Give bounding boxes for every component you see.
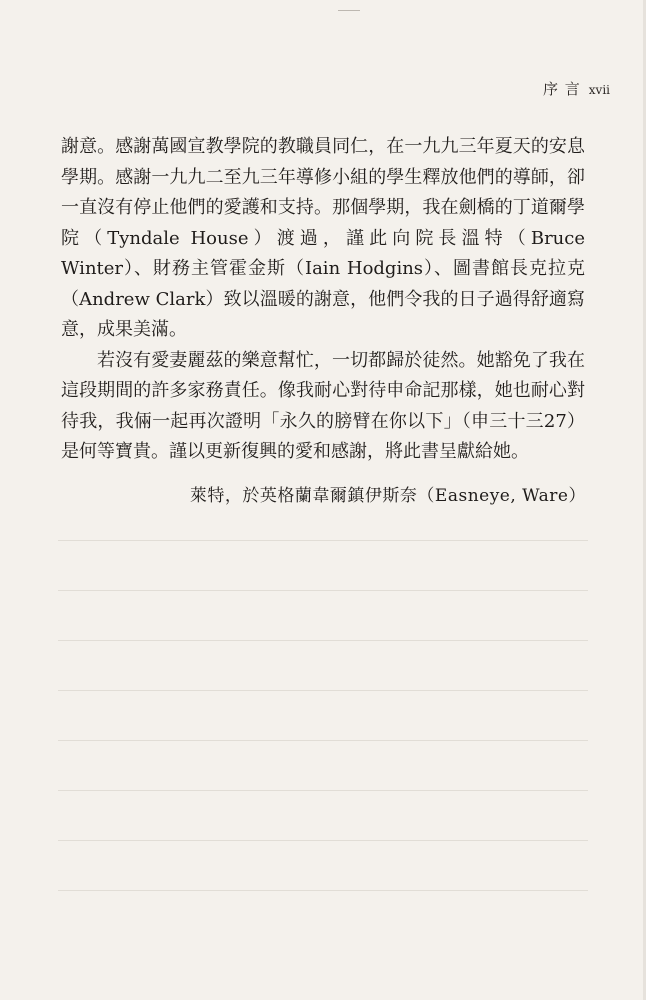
page-number: xvii bbox=[588, 83, 610, 97]
page-top-mark bbox=[338, 10, 360, 11]
author-signature-line: 萊特，於英格蘭韋爾鎮伊斯奈（Easneye, Ware） bbox=[189, 486, 586, 506]
show-through-line bbox=[58, 740, 588, 741]
show-through-line bbox=[58, 590, 588, 591]
section-title: 序 言 bbox=[542, 80, 581, 98]
show-through-line bbox=[58, 640, 588, 641]
show-through-line bbox=[58, 690, 588, 691]
show-through-line bbox=[58, 790, 588, 791]
paragraph: 謝意。感謝萬國宣教學院的教職員同仁，在一九九三年夏天的安息學期。感謝一九九二至九三年導修小組的學生釋放他們的導師，卻一直沒有停止他們的愛護和支持。那個學期，我在劍橋的丁道爾學院（Tyndale House）渡過，謹此向院長溫特（Bruce Winter）、財務主管霍金斯（Iain Hodgins）、圖書館長克拉克（Andrew Clark）致以溫暖的謝意，他們令我的日子過得舒適寫意，成果美滿。 bbox=[61, 136, 585, 340]
show-through-line bbox=[58, 840, 588, 841]
paragraph: 若沒有愛妻麗茲的樂意幫忙，一切都歸於徒然。她豁免了我在這段期間的許多家務責任。像我耐心對待申命記那樣，她也耐心對待我，我倆一起再次證明「永久的膀臂在你以下」（申三十三27）是何等寶貴。謹以更新復興的愛和感謝，將此書呈獻給她。 bbox=[61, 349, 585, 462]
show-through-line bbox=[58, 540, 588, 541]
show-through-line bbox=[58, 890, 588, 891]
running-head bbox=[543, 78, 610, 99]
body-text bbox=[61, 132, 585, 468]
